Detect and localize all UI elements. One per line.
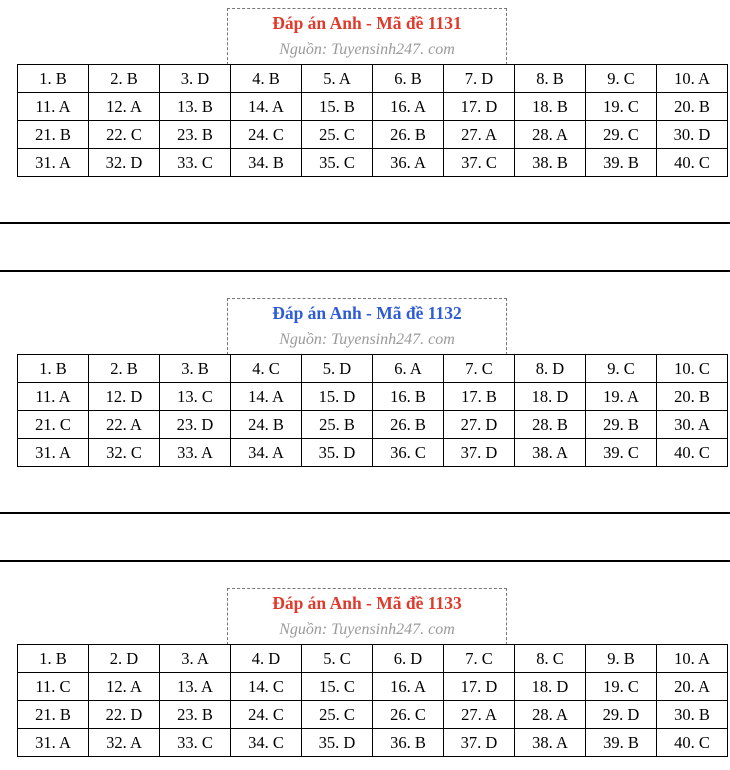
answer-cell: 7. C [444,355,515,383]
answer-cell: 18. D [515,383,586,411]
answer-cell: 27. D [444,411,515,439]
answer-cell: 29. C [586,121,657,149]
answer-cell: 28. A [515,121,586,149]
answer-cell: 12. A [89,673,160,701]
answer-cell: 24. C [231,121,302,149]
answer-cell: 40. C [657,149,728,177]
answer-cell: 12. A [89,93,160,121]
answer-cell: 8. C [515,645,586,673]
section-title: Đáp án Anh - Mã đề 1132 [272,303,462,323]
answer-cell: 32. A [89,729,160,757]
section-divider [0,560,730,562]
answer-cell: 20. B [657,383,728,411]
table-row [18,439,728,467]
answer-cell: 40. C [657,729,728,757]
answer-cell: 32. C [89,439,160,467]
answer-cell: 29. D [586,701,657,729]
table-row [18,149,728,177]
source-note: Nguồn: Tuyensinh247. com [279,331,455,348]
answer-cell: 1. B [18,355,89,383]
answer-cell: 31. A [18,729,89,757]
answer-cell: 40. C [657,439,728,467]
answer-cell: 11. A [18,383,89,411]
answer-cell: 14. A [231,383,302,411]
answer-cell: 33. A [160,439,231,467]
table-row [18,383,728,411]
answer-cell: 10. A [657,645,728,673]
answer-cell: 30. D [657,121,728,149]
answer-cell: 18. D [515,673,586,701]
answer-cell: 20. A [657,673,728,701]
answer-cell: 32. D [89,149,160,177]
answer-cell: 30. B [657,701,728,729]
answer-cell: 35. C [302,149,373,177]
answer-table [17,644,728,757]
answer-cell: 22. A [89,411,160,439]
answer-cell: 4. B [231,65,302,93]
answer-cell: 38. B [515,149,586,177]
answer-cell: 38. A [515,439,586,467]
answer-cell: 8. B [515,65,586,93]
answer-cell: 33. C [160,149,231,177]
answer-cell: 13. C [160,383,231,411]
answer-cell: 36. A [373,149,444,177]
table-row [18,701,728,729]
section-header-box [227,8,507,65]
section-title: Đáp án Anh - Mã đề 1133 [272,593,462,613]
answer-cell: 27. A [444,701,515,729]
answer-cell: 26. B [373,121,444,149]
answer-cell: 35. D [302,729,373,757]
answer-cell: 39. B [586,729,657,757]
source-note: Nguồn: Tuyensinh247. com [279,41,455,58]
answer-cell: 37. C [444,149,515,177]
answer-cell: 35. D [302,439,373,467]
table-row [18,65,728,93]
answer-cell: 16. A [373,673,444,701]
answer-cell: 15. B [302,93,373,121]
answer-cell: 37. D [444,439,515,467]
answer-cell: 9. C [586,355,657,383]
answer-cell: 17. D [444,673,515,701]
answer-cell: 6. D [373,645,444,673]
answer-cell: 16. B [373,383,444,411]
answer-cell: 10. A [657,65,728,93]
answer-cell: 22. D [89,701,160,729]
answer-table [17,64,728,177]
answer-cell: 3. A [160,645,231,673]
answer-cell: 34. B [231,149,302,177]
answer-cell: 27. A [444,121,515,149]
answer-cell: 22. C [89,121,160,149]
answer-cell: 16. A [373,93,444,121]
table-row [18,673,728,701]
answer-cell: 28. B [515,411,586,439]
source-note: Nguồn: Tuyensinh247. com [279,621,455,638]
table-row [18,93,728,121]
answer-cell: 38. A [515,729,586,757]
answer-cell: 2. B [89,65,160,93]
answer-cell: 8. D [515,355,586,383]
table-row [18,355,728,383]
answer-cell: 20. B [657,93,728,121]
section-divider [0,222,730,224]
answer-cell: 21. B [18,121,89,149]
answer-cell: 19. C [586,673,657,701]
answer-cell: 11. C [18,673,89,701]
answer-cell: 23. D [160,411,231,439]
answer-cell: 4. C [231,355,302,383]
table-row [18,729,728,757]
answer-cell: 33. C [160,729,231,757]
answer-cell: 39. C [586,439,657,467]
answer-cell: 13. A [160,673,231,701]
answer-cell: 17. D [444,93,515,121]
answer-cell: 13. B [160,93,231,121]
answer-cell: 29. B [586,411,657,439]
answer-cell: 36. B [373,729,444,757]
answer-cell: 7. C [444,645,515,673]
answer-cell: 21. C [18,411,89,439]
answer-cell: 4. D [231,645,302,673]
answer-cell: 24. C [231,701,302,729]
section-header-box [227,588,507,645]
answer-cell: 10. C [657,355,728,383]
answer-cell: 14. A [231,93,302,121]
section-header-box [227,298,507,355]
answer-cell: 25. C [302,701,373,729]
answer-cell: 15. D [302,383,373,411]
answer-cell: 31. A [18,439,89,467]
answer-cell: 5. C [302,645,373,673]
answer-cell: 31. A [18,149,89,177]
table-row [18,411,728,439]
answer-cell: 17. B [444,383,515,411]
answer-cell: 26. B [373,411,444,439]
section-title: Đáp án Anh - Mã đề 1131 [272,13,462,33]
answer-cell: 11. A [18,93,89,121]
answer-cell: 36. C [373,439,444,467]
section-divider [0,512,730,514]
answer-cell: 6. B [373,65,444,93]
answer-cell: 34. C [231,729,302,757]
answer-cell: 34. A [231,439,302,467]
answer-cell: 23. B [160,121,231,149]
answer-cell: 39. B [586,149,657,177]
answer-cell: 3. D [160,65,231,93]
answer-cell: 25. B [302,411,373,439]
table-row [18,121,728,149]
answer-cell: 9. C [586,65,657,93]
answer-cell: 24. B [231,411,302,439]
section-divider [0,270,730,272]
answer-cell: 18. B [515,93,586,121]
answer-cell: 30. A [657,411,728,439]
answer-cell: 9. B [586,645,657,673]
answer-cell: 37. D [444,729,515,757]
answer-cell: 1. B [18,645,89,673]
answer-cell: 6. A [373,355,444,383]
answer-cell: 19. A [586,383,657,411]
answer-cell: 1. B [18,65,89,93]
answer-cell: 28. A [515,701,586,729]
answer-cell: 2. D [89,645,160,673]
answer-cell: 3. B [160,355,231,383]
answer-cell: 14. C [231,673,302,701]
answer-cell: 12. D [89,383,160,411]
answer-table [17,354,728,467]
answer-cell: 26. C [373,701,444,729]
answer-cell: 25. C [302,121,373,149]
answer-cell: 2. B [89,355,160,383]
answer-cell: 5. A [302,65,373,93]
answer-cell: 23. B [160,701,231,729]
answer-cell: 19. C [586,93,657,121]
answer-cell: 15. C [302,673,373,701]
answer-cell: 5. D [302,355,373,383]
answer-cell: 7. D [444,65,515,93]
answer-cell: 21. B [18,701,89,729]
table-row [18,645,728,673]
